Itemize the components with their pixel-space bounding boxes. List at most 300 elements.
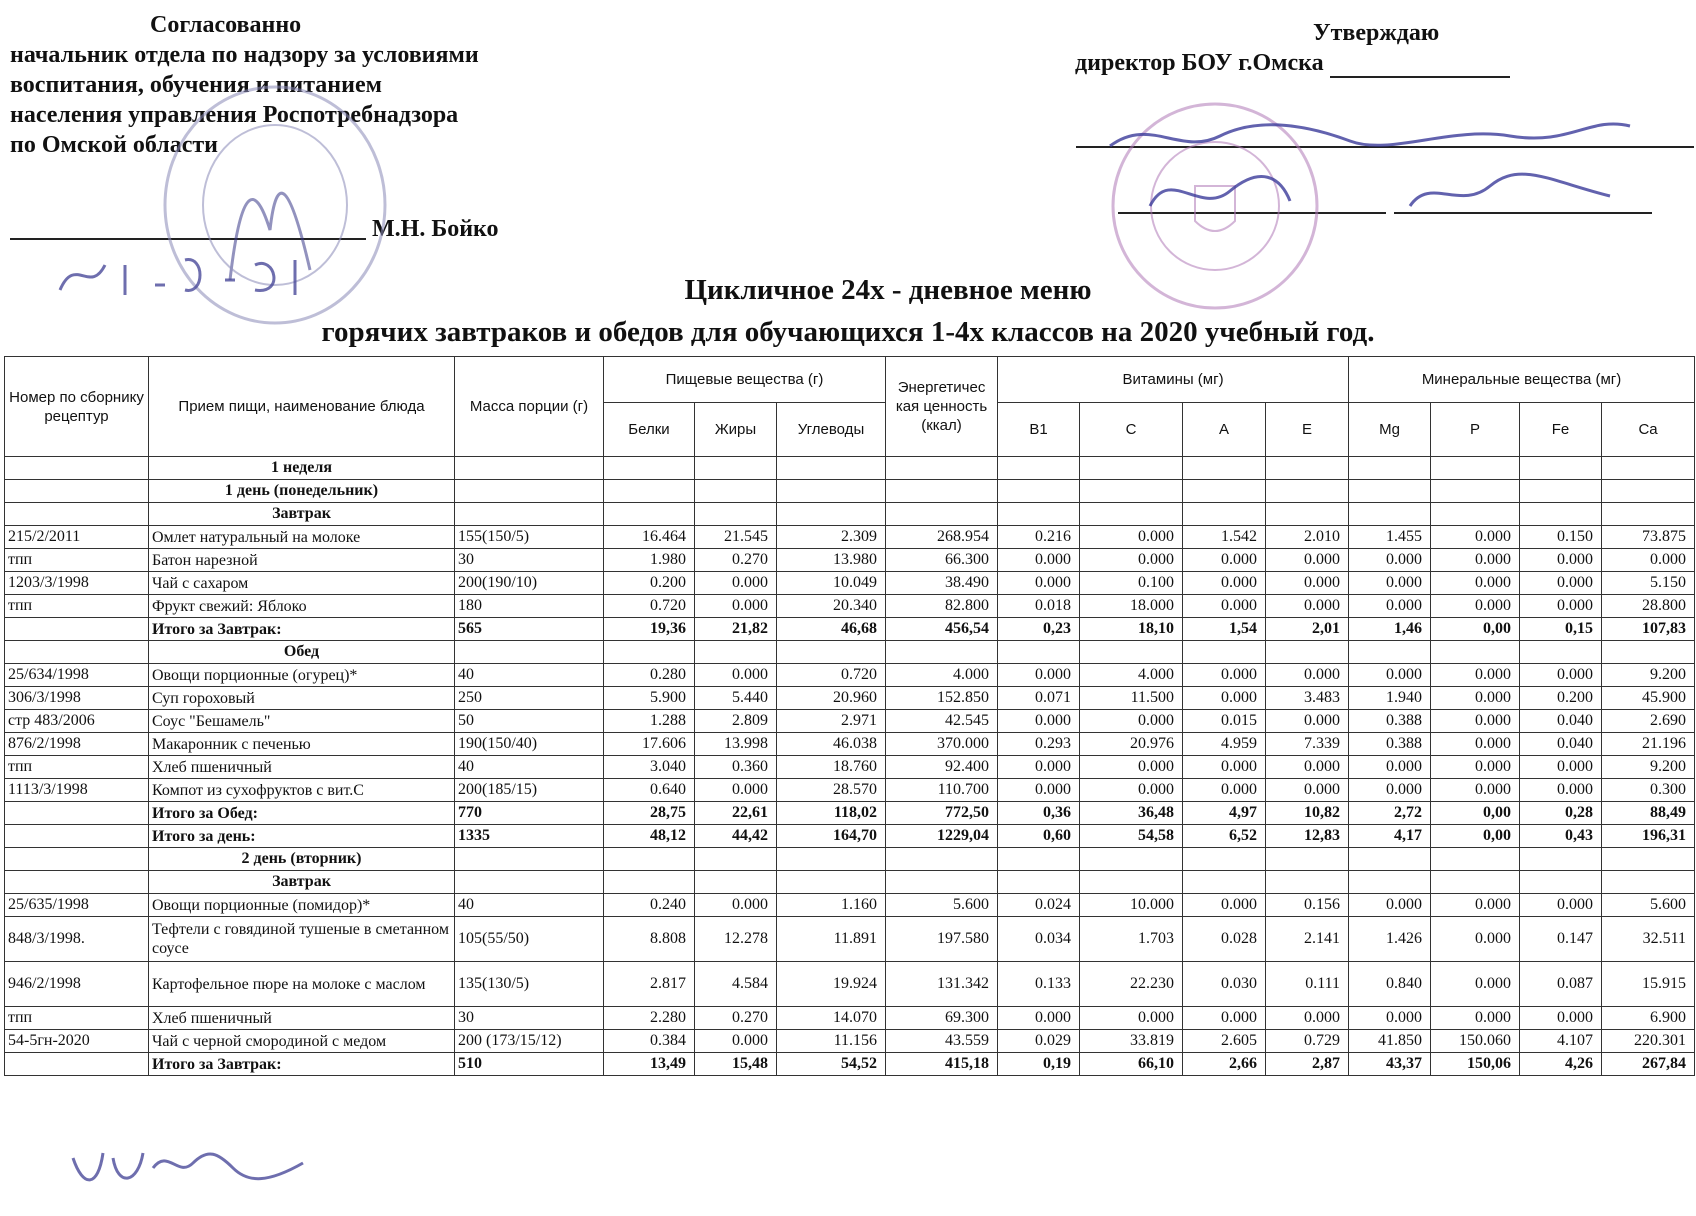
- value-cell: 92.400: [886, 756, 998, 779]
- value-cell: 2.309: [777, 526, 886, 549]
- value-cell: 267,84: [1602, 1053, 1695, 1076]
- table-cell: [1266, 848, 1349, 871]
- value-cell: 6.900: [1602, 1007, 1695, 1030]
- value-cell: 11.500: [1080, 687, 1183, 710]
- dish-name-cell: Картофельное пюре на молоке с маслом: [149, 962, 455, 1007]
- header-dish-name: Прием пищи, наименование блюда: [149, 357, 455, 457]
- table-cell: [1520, 641, 1602, 664]
- portion-mass-cell: 30: [455, 549, 604, 572]
- value-cell: 0.000: [1183, 1007, 1266, 1030]
- value-cell: 16.464: [604, 526, 695, 549]
- value-cell: 33.819: [1080, 1030, 1183, 1053]
- portion-mass-cell: 565: [455, 618, 604, 641]
- table-cell: [1602, 457, 1695, 480]
- recipe-number-cell: [5, 1053, 149, 1076]
- table-cell: [998, 480, 1080, 503]
- dish-row: [5, 549, 1695, 572]
- table-cell: [1431, 641, 1520, 664]
- table-cell: [1431, 848, 1520, 871]
- table-cell: [1183, 871, 1266, 894]
- value-cell: 28.570: [777, 779, 886, 802]
- value-cell: 0.000: [1080, 549, 1183, 572]
- value-cell: 107,83: [1602, 618, 1695, 641]
- value-cell: 1.288: [604, 710, 695, 733]
- table-cell: [998, 641, 1080, 664]
- table-cell: [695, 871, 777, 894]
- portion-mass-cell: 135(130/5): [455, 962, 604, 1007]
- value-cell: 2.809: [695, 710, 777, 733]
- table-cell: [998, 871, 1080, 894]
- value-cell: 0.729: [1266, 1030, 1349, 1053]
- table-cell: [1520, 457, 1602, 480]
- table-cell: [5, 871, 149, 894]
- portion-mass-cell: 1335: [455, 825, 604, 848]
- table-cell: [777, 848, 886, 871]
- approval-right-block: [1075, 18, 1695, 78]
- value-cell: 17.606: [604, 733, 695, 756]
- value-cell: 2.690: [1602, 710, 1695, 733]
- table-cell: [5, 641, 149, 664]
- table-cell: [886, 503, 998, 526]
- section-row: [5, 641, 1695, 664]
- table-cell: [1266, 871, 1349, 894]
- table-cell: [1080, 641, 1183, 664]
- table-cell: [1431, 480, 1520, 503]
- value-cell: 0.000: [1602, 549, 1695, 572]
- value-cell: 220.301: [1602, 1030, 1695, 1053]
- recipe-number-cell: стр 483/2006: [5, 710, 149, 733]
- value-cell: 3.040: [604, 756, 695, 779]
- value-cell: 12.278: [695, 917, 777, 962]
- value-cell: 0.000: [1349, 572, 1431, 595]
- value-cell: 0.000: [998, 779, 1080, 802]
- value-cell: 0,19: [998, 1053, 1080, 1076]
- value-cell: 0.000: [1266, 595, 1349, 618]
- portion-mass-cell: 40: [455, 664, 604, 687]
- recipe-number-cell: тпп: [5, 756, 149, 779]
- table-cell: [998, 848, 1080, 871]
- table-cell: [455, 871, 604, 894]
- value-cell: 0.000: [1431, 894, 1520, 917]
- dish-row: [5, 733, 1695, 756]
- value-cell: 44,42: [695, 825, 777, 848]
- table-cell: [604, 503, 695, 526]
- table-cell: [886, 848, 998, 871]
- recipe-number-cell: 848/3/1998.: [5, 917, 149, 962]
- menu-table-header: [5, 357, 1695, 457]
- table-cell: [1602, 848, 1695, 871]
- value-cell: 1229,04: [886, 825, 998, 848]
- value-cell: 0.000: [1266, 710, 1349, 733]
- value-cell: 0.240: [604, 894, 695, 917]
- value-cell: 0,23: [998, 618, 1080, 641]
- value-cell: 1.455: [1349, 526, 1431, 549]
- portion-mass-cell: 40: [455, 756, 604, 779]
- value-cell: 0.000: [998, 549, 1080, 572]
- table-cell: [1431, 503, 1520, 526]
- value-cell: 5.600: [1602, 894, 1695, 917]
- recipe-number-cell: [5, 825, 149, 848]
- header-vitamins-group: Витамины (мг): [998, 357, 1349, 403]
- value-cell: 0,00: [1431, 802, 1520, 825]
- value-cell: 0.293: [998, 733, 1080, 756]
- section-row: [5, 503, 1695, 526]
- table-cell: [1266, 641, 1349, 664]
- value-cell: 0.300: [1602, 779, 1695, 802]
- dish-name-cell: Овощи порционные (огурец)*: [149, 664, 455, 687]
- portion-mass-cell: 155(150/5): [455, 526, 604, 549]
- value-cell: 370.000: [886, 733, 998, 756]
- value-cell: 197.580: [886, 917, 998, 962]
- value-cell: 0.388: [1349, 710, 1431, 733]
- dish-name-cell: Суп гороховый: [149, 687, 455, 710]
- value-cell: 0.000: [1431, 687, 1520, 710]
- table-cell: [1349, 503, 1431, 526]
- value-cell: 2,87: [1266, 1053, 1349, 1076]
- header-portion-mass: Масса порции (г): [455, 357, 604, 457]
- recipe-number-cell: 1113/3/1998: [5, 779, 149, 802]
- value-cell: 1.542: [1183, 526, 1266, 549]
- header-vitamin-e: E: [1266, 403, 1349, 457]
- dish-row: [5, 572, 1695, 595]
- total-row: [5, 802, 1695, 825]
- value-cell: 38.490: [886, 572, 998, 595]
- value-cell: 54,52: [777, 1053, 886, 1076]
- table-cell: [1602, 871, 1695, 894]
- value-cell: 0.000: [695, 779, 777, 802]
- recipe-number-cell: 54-5гн-2020: [5, 1030, 149, 1053]
- approval-left-heading: Согласованно: [150, 12, 302, 38]
- dish-name-cell: Омлет натуральный на молоке: [149, 526, 455, 549]
- value-cell: 11.156: [777, 1030, 886, 1053]
- table-cell: [886, 457, 998, 480]
- value-cell: 1.703: [1080, 917, 1183, 962]
- recipe-number-cell: тпп: [5, 1007, 149, 1030]
- value-cell: 0.000: [1431, 664, 1520, 687]
- portion-mass-cell: 770: [455, 802, 604, 825]
- dish-name-cell: Тефтели с говядиной тушеные в сметанном соусе: [149, 917, 455, 962]
- value-cell: 0.000: [1431, 733, 1520, 756]
- table-cell: [1602, 480, 1695, 503]
- total-row: [5, 1053, 1695, 1076]
- value-cell: 0.147: [1520, 917, 1602, 962]
- dish-row: [5, 710, 1695, 733]
- value-cell: 54,58: [1080, 825, 1183, 848]
- value-cell: 0.000: [1431, 572, 1520, 595]
- dish-name-cell: Компот из сухофруктов с вит.С: [149, 779, 455, 802]
- value-cell: 13,49: [604, 1053, 695, 1076]
- value-cell: 20.960: [777, 687, 886, 710]
- value-cell: 0.087: [1520, 962, 1602, 1007]
- recipe-number-cell: 946/2/1998: [5, 962, 149, 1007]
- table-cell: [1520, 503, 1602, 526]
- value-cell: 0.000: [695, 595, 777, 618]
- table-cell: [1183, 480, 1266, 503]
- value-cell: 0,00: [1431, 825, 1520, 848]
- approval-left-line-2: воспитания, обучения и питанием: [10, 72, 382, 98]
- right-handwritten-signatures: [1090, 96, 1650, 226]
- value-cell: 0.000: [998, 664, 1080, 687]
- table-cell: [777, 480, 886, 503]
- table-cell: [1520, 871, 1602, 894]
- portion-mass-cell: 190(150/40): [455, 733, 604, 756]
- value-cell: 150.060: [1431, 1030, 1520, 1053]
- section-label: Завтрак: [149, 503, 455, 526]
- value-cell: 0.000: [1266, 756, 1349, 779]
- table-cell: [1266, 480, 1349, 503]
- header-vitamin-b1: B1: [998, 403, 1080, 457]
- value-cell: 2.971: [777, 710, 886, 733]
- value-cell: 0.270: [695, 549, 777, 572]
- value-cell: 0.150: [1520, 526, 1602, 549]
- dish-row: [5, 779, 1695, 802]
- value-cell: 0.028: [1183, 917, 1266, 962]
- value-cell: 0.000: [1080, 526, 1183, 549]
- value-cell: 0.000: [1431, 917, 1520, 962]
- dish-name-cell: Макаронник с печенью: [149, 733, 455, 756]
- value-cell: 21,82: [695, 618, 777, 641]
- table-cell: [1431, 457, 1520, 480]
- section-label: 1 день (понедельник): [149, 480, 455, 503]
- header-vitamin-c: C: [1080, 403, 1183, 457]
- table-cell: [998, 503, 1080, 526]
- table-cell: [1080, 871, 1183, 894]
- value-cell: 45.900: [1602, 687, 1695, 710]
- header-fat: Жиры: [695, 403, 777, 457]
- value-cell: 5.900: [604, 687, 695, 710]
- value-cell: 19,36: [604, 618, 695, 641]
- value-cell: 0.000: [1266, 549, 1349, 572]
- value-cell: 5.440: [695, 687, 777, 710]
- value-cell: 0.000: [695, 894, 777, 917]
- document-title-line-2: горячих завтраков и обедов для обучающихся 1-4х классов на 2020 учебный год.: [321, 316, 1375, 348]
- value-cell: 2,72: [1349, 802, 1431, 825]
- total-row: [5, 618, 1695, 641]
- value-cell: 48,12: [604, 825, 695, 848]
- approval-left-line-1: начальник отдела по надзору за условиями: [10, 42, 479, 68]
- table-cell: [695, 480, 777, 503]
- approval-right-heading: Утверждаю: [1313, 20, 1440, 46]
- value-cell: 0,00: [1431, 618, 1520, 641]
- value-cell: 2.010: [1266, 526, 1349, 549]
- value-cell: 0.000: [1080, 779, 1183, 802]
- header-vitamin-a: A: [1183, 403, 1266, 457]
- value-cell: 4.584: [695, 962, 777, 1007]
- section-label: 2 день (вторник): [149, 848, 455, 871]
- value-cell: 0.024: [998, 894, 1080, 917]
- value-cell: 0.000: [1431, 756, 1520, 779]
- value-cell: 66,10: [1080, 1053, 1183, 1076]
- portion-mass-cell: 40: [455, 894, 604, 917]
- table-cell: [1266, 503, 1349, 526]
- value-cell: 13.980: [777, 549, 886, 572]
- value-cell: 10,82: [1266, 802, 1349, 825]
- table-cell: [695, 641, 777, 664]
- value-cell: 66.300: [886, 549, 998, 572]
- table-cell: [5, 457, 149, 480]
- table-cell: [1520, 480, 1602, 503]
- value-cell: 0.034: [998, 917, 1080, 962]
- value-cell: 43.559: [886, 1030, 998, 1053]
- table-cell: [604, 457, 695, 480]
- portion-mass-cell: 200(190/10): [455, 572, 604, 595]
- value-cell: 150,06: [1431, 1053, 1520, 1076]
- portion-mass-cell: 200 (173/15/12): [455, 1030, 604, 1053]
- value-cell: 268.954: [886, 526, 998, 549]
- value-cell: 0.000: [1349, 756, 1431, 779]
- value-cell: 21.196: [1602, 733, 1695, 756]
- value-cell: 0.000: [1520, 664, 1602, 687]
- value-cell: 0.000: [1520, 1007, 1602, 1030]
- value-cell: 0,36: [998, 802, 1080, 825]
- value-cell: 41.850: [1349, 1030, 1431, 1053]
- table-cell: [604, 480, 695, 503]
- value-cell: 0.156: [1266, 894, 1349, 917]
- table-cell: [1349, 480, 1431, 503]
- value-cell: 20.976: [1080, 733, 1183, 756]
- value-cell: 0.000: [1431, 595, 1520, 618]
- table-cell: [1349, 641, 1431, 664]
- value-cell: 43,37: [1349, 1053, 1431, 1076]
- value-cell: 9.200: [1602, 756, 1695, 779]
- value-cell: 0.040: [1520, 733, 1602, 756]
- dish-name-cell: Фрукт свежий: Яблоко: [149, 595, 455, 618]
- value-cell: 0.000: [1431, 549, 1520, 572]
- table-cell: [886, 871, 998, 894]
- dish-name-cell: Чай с черной смородиной с медом: [149, 1030, 455, 1053]
- table-cell: [1080, 503, 1183, 526]
- value-cell: 0.000: [1266, 572, 1349, 595]
- approval-right-line: директор БОУ г.Омска: [1075, 50, 1324, 76]
- value-cell: 0.133: [998, 962, 1080, 1007]
- recipe-number-cell: [5, 618, 149, 641]
- table-cell: [1080, 480, 1183, 503]
- dish-name-cell: Соус "Бешамель": [149, 710, 455, 733]
- document-title-line-1: Цикличное 24х - дневное меню: [684, 274, 1092, 306]
- value-cell: 28,75: [604, 802, 695, 825]
- value-cell: 110.700: [886, 779, 998, 802]
- value-cell: 456,54: [886, 618, 998, 641]
- value-cell: 0.018: [998, 595, 1080, 618]
- recipe-number-cell: тпп: [5, 595, 149, 618]
- value-cell: 18,10: [1080, 618, 1183, 641]
- value-cell: 1,46: [1349, 618, 1431, 641]
- table-cell: [5, 503, 149, 526]
- header-energy-value: Энергетичес кая ценность (ккал): [886, 357, 998, 457]
- table-cell: [1349, 871, 1431, 894]
- value-cell: 2,66: [1183, 1053, 1266, 1076]
- table-cell: [455, 457, 604, 480]
- recipe-number-cell: 1203/3/1998: [5, 572, 149, 595]
- value-cell: 0,60: [998, 825, 1080, 848]
- header-recipe-number: Номер по сборнику рецептур: [5, 357, 149, 457]
- value-cell: 0.000: [1431, 710, 1520, 733]
- value-cell: 0.000: [998, 1007, 1080, 1030]
- dish-row: [5, 894, 1695, 917]
- value-cell: 42.545: [886, 710, 998, 733]
- table-cell: [777, 503, 886, 526]
- value-cell: 3.483: [1266, 687, 1349, 710]
- value-cell: 18.000: [1080, 595, 1183, 618]
- value-cell: 10.000: [1080, 894, 1183, 917]
- dish-row: [5, 1030, 1695, 1053]
- value-cell: 0.360: [695, 756, 777, 779]
- dish-row: [5, 756, 1695, 779]
- header-carbs: Углеводы: [777, 403, 886, 457]
- dish-row: [5, 962, 1695, 1007]
- value-cell: 0.000: [1431, 1007, 1520, 1030]
- value-cell: 0.000: [1183, 779, 1266, 802]
- header-mineral-fe: Fe: [1520, 403, 1602, 457]
- recipe-number-cell: [5, 802, 149, 825]
- value-cell: 1.426: [1349, 917, 1431, 962]
- value-cell: 0.270: [695, 1007, 777, 1030]
- value-cell: 36,48: [1080, 802, 1183, 825]
- value-cell: 6,52: [1183, 825, 1266, 848]
- value-cell: 19.924: [777, 962, 886, 1007]
- portion-mass-cell: 105(55/50): [455, 917, 604, 962]
- value-cell: 0.000: [998, 710, 1080, 733]
- table-cell: [1602, 503, 1695, 526]
- section-label: 1 неделя: [149, 457, 455, 480]
- value-cell: 0.000: [695, 1030, 777, 1053]
- table-cell: [1080, 848, 1183, 871]
- header-mineral-mg: Mg: [1349, 403, 1431, 457]
- table-cell: [1349, 848, 1431, 871]
- value-cell: 15.915: [1602, 962, 1695, 1007]
- recipe-number-cell: тпп: [5, 549, 149, 572]
- dish-row: [5, 687, 1695, 710]
- table-cell: [886, 641, 998, 664]
- value-cell: 1,54: [1183, 618, 1266, 641]
- dish-name-cell: Чай с сахаром: [149, 572, 455, 595]
- value-cell: 0.071: [998, 687, 1080, 710]
- dish-name-cell: Итого за Завтрак:: [149, 1053, 455, 1076]
- table-cell: [455, 503, 604, 526]
- value-cell: 0.000: [1080, 1007, 1183, 1030]
- value-cell: 69.300: [886, 1007, 998, 1030]
- value-cell: 0,15: [1520, 618, 1602, 641]
- value-cell: 5.150: [1602, 572, 1695, 595]
- dish-name-cell: Батон нарезной: [149, 549, 455, 572]
- table-cell: [777, 871, 886, 894]
- value-cell: 5.600: [886, 894, 998, 917]
- value-cell: 9.200: [1602, 664, 1695, 687]
- section-row: [5, 848, 1695, 871]
- table-cell: [1183, 457, 1266, 480]
- value-cell: 0.000: [1266, 779, 1349, 802]
- value-cell: 0.000: [1520, 894, 1602, 917]
- table-cell: [5, 848, 149, 871]
- value-cell: 0.000: [1520, 779, 1602, 802]
- dish-name-cell: Итого за день:: [149, 825, 455, 848]
- value-cell: 0.280: [604, 664, 695, 687]
- value-cell: 772,50: [886, 802, 998, 825]
- value-cell: 0.720: [777, 664, 886, 687]
- dish-row: [5, 595, 1695, 618]
- value-cell: 82.800: [886, 595, 998, 618]
- value-cell: 0.000: [1349, 1007, 1431, 1030]
- value-cell: 0.000: [1080, 710, 1183, 733]
- value-cell: 0.100: [1080, 572, 1183, 595]
- value-cell: 4.959: [1183, 733, 1266, 756]
- value-cell: 2.605: [1183, 1030, 1266, 1053]
- value-cell: 20.340: [777, 595, 886, 618]
- menu-table-body: [5, 457, 1695, 1076]
- recipe-number-cell: 25/634/1998: [5, 664, 149, 687]
- value-cell: 1.980: [604, 549, 695, 572]
- table-cell: [1183, 848, 1266, 871]
